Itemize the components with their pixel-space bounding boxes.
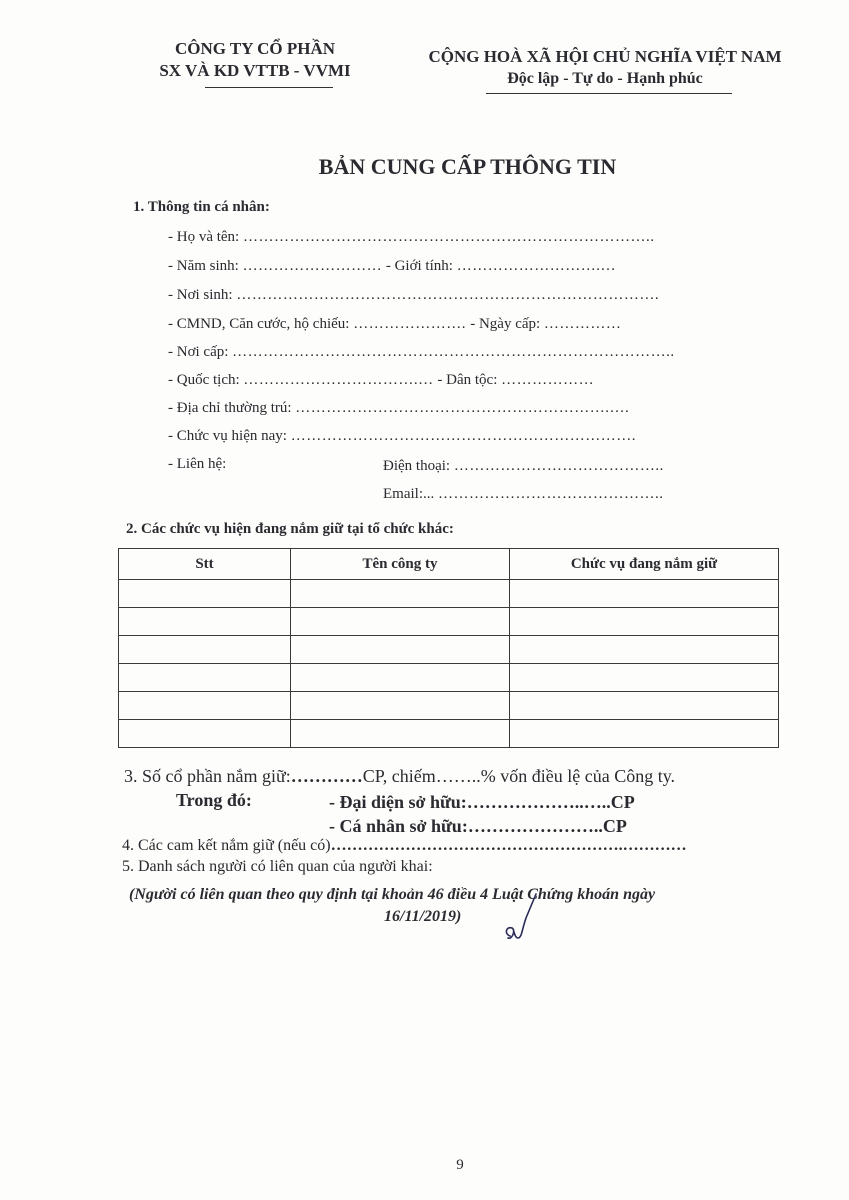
- table-header-row: [119, 549, 779, 580]
- gender-label: - Giới tính:: [385, 258, 453, 274]
- birth-year-field: - Năm sinh: ……………………… - Giới tính: ……………………….…: [168, 258, 616, 274]
- birthplace-label: - Nơi sinh:: [168, 287, 233, 303]
- issue-place-label: - Nơi cấp:: [168, 344, 229, 360]
- related-persons-label: 5. Danh sách người có liên quan của người khai:: [122, 858, 433, 875]
- table-cell: [119, 664, 291, 692]
- document-title: BẢN CUNG CẤP THÔNG TIN: [318, 154, 617, 179]
- personal-unit: CP: [602, 816, 627, 836]
- birth-year-label: - Năm sinh:: [168, 258, 239, 274]
- table-cell: [510, 692, 779, 720]
- table-cell: [510, 720, 779, 748]
- representative-unit: CP: [610, 792, 635, 812]
- commitments-label: 4. Các cam kết nắm giữ (nếu có): [122, 837, 331, 854]
- shares-held-label: 3. Số cổ phần nắm giữ:: [124, 766, 291, 786]
- email-field: Email:... ……………………………………..: [383, 486, 664, 502]
- initials-signature: [498, 888, 538, 948]
- id-card-field: - CMND, Căn cước, hộ chiếu: …………………. - Ngày cấp: ……………: [168, 316, 622, 332]
- motto-underline: [486, 93, 732, 94]
- national-title: CỘNG HOÀ XÃ HỘI CHỦ NGHĨA VIỆT NAM: [428, 47, 782, 66]
- col-company-header: Tên công ty: [291, 549, 510, 580]
- email-label: Email:...: [383, 486, 435, 502]
- shares-held-line: 3. Số cổ phần nắm giữ:…………CP, chiếm……..% vốn điều lệ của Công ty.: [124, 766, 676, 786]
- commitments-line: 4. Các cam kết nắm giữ (nếu có)……………………………………………….…………: [122, 837, 687, 854]
- table-cell: [119, 692, 291, 720]
- personal-label: - Cá nhân sở hữu:: [329, 816, 468, 836]
- table-cell: [291, 720, 510, 748]
- table-cell: [119, 608, 291, 636]
- phone-field: Điện thoại: …………………………………..: [383, 458, 664, 474]
- table-row: [119, 580, 779, 608]
- charter-capital-label: % vốn điều lệ của Công ty.: [480, 766, 676, 786]
- section2-heading: 2. Các chức vụ hiện đang nắm giữ tại tổ chức khác:: [126, 521, 454, 537]
- ethnicity-label: - Dân tộc:: [437, 372, 498, 388]
- company-underline: [205, 87, 333, 88]
- representative-line: - Đại diện sở hữu:………………..…..CP: [329, 792, 635, 812]
- section1-heading: 1. Thông tin cá nhân:: [133, 199, 270, 215]
- table-cell: [291, 580, 510, 608]
- table-cell: [291, 636, 510, 664]
- birthplace-field: - Nơi sinh: ……………………………………………………………………….: [168, 287, 660, 303]
- table-row: [119, 692, 779, 720]
- related-persons-note-line2: 16/11/2019): [384, 908, 462, 925]
- id-card-label: - CMND, Căn cước, hộ chiếu:: [168, 316, 350, 332]
- position-field: - Chức vụ hiện nay: ………………………………………………………….: [168, 428, 636, 444]
- table-cell: [291, 664, 510, 692]
- company-name-line1: CÔNG TY CỔ PHẦN: [174, 39, 336, 58]
- table-row: [119, 636, 779, 664]
- national-motto: Độc lập - Tự do - Hạnh phúc: [507, 70, 703, 87]
- table-cell: [119, 580, 291, 608]
- related-persons-note-line1: (Người có liên quan theo quy định tại khoản 46 điều 4 Luật Chứng khoán ngày: [129, 886, 656, 903]
- table-cell: [510, 636, 779, 664]
- positions-table: [118, 548, 779, 748]
- full-name-field: - Họ và tên: ……………………………………………………………………..: [168, 229, 655, 245]
- table-row: [119, 720, 779, 748]
- table-cell: [510, 580, 779, 608]
- table-row: [119, 664, 779, 692]
- col-position-header: Chức vụ đang nắm giữ: [510, 549, 779, 580]
- shares-cp-label: CP, chiếm: [362, 766, 436, 786]
- table-cell: [510, 664, 779, 692]
- nationality-field: - Quốc tịch: …………………………….… - Dân tộc: ………………: [168, 372, 595, 388]
- table-cell: [291, 608, 510, 636]
- position-label: - Chức vụ hiện nay:: [168, 428, 287, 444]
- address-label: - Địa chỉ thường trú:: [168, 400, 292, 416]
- issue-place-field: - Nơi cấp: …………………………………………………………………………..: [168, 344, 675, 360]
- in-which-label: Trong đó:: [176, 790, 252, 810]
- full-name-label: - Họ và tên:: [168, 229, 240, 245]
- personal-line: - Cá nhân sở hữu:…………………..CP: [329, 816, 627, 836]
- col-stt-header: Stt: [119, 549, 291, 580]
- address-field: - Địa chỉ thường trú: …………………………………………………….….: [168, 400, 630, 416]
- phone-label: Điện thoại:: [383, 458, 451, 474]
- table-cell: [119, 636, 291, 664]
- table-cell: [119, 720, 291, 748]
- nationality-label: - Quốc tịch:: [168, 372, 240, 388]
- table-cell: [510, 608, 779, 636]
- table-row: [119, 608, 779, 636]
- contact-label: - Liên hệ:: [168, 456, 227, 472]
- table-cell: [291, 692, 510, 720]
- page-number: 9: [456, 1157, 464, 1173]
- representative-label: - Đại diện sở hữu:: [329, 792, 467, 812]
- company-name-line2: SX VÀ KD VTTB - VVMI: [159, 61, 351, 80]
- issue-date-label: - Ngày cấp:: [470, 316, 541, 332]
